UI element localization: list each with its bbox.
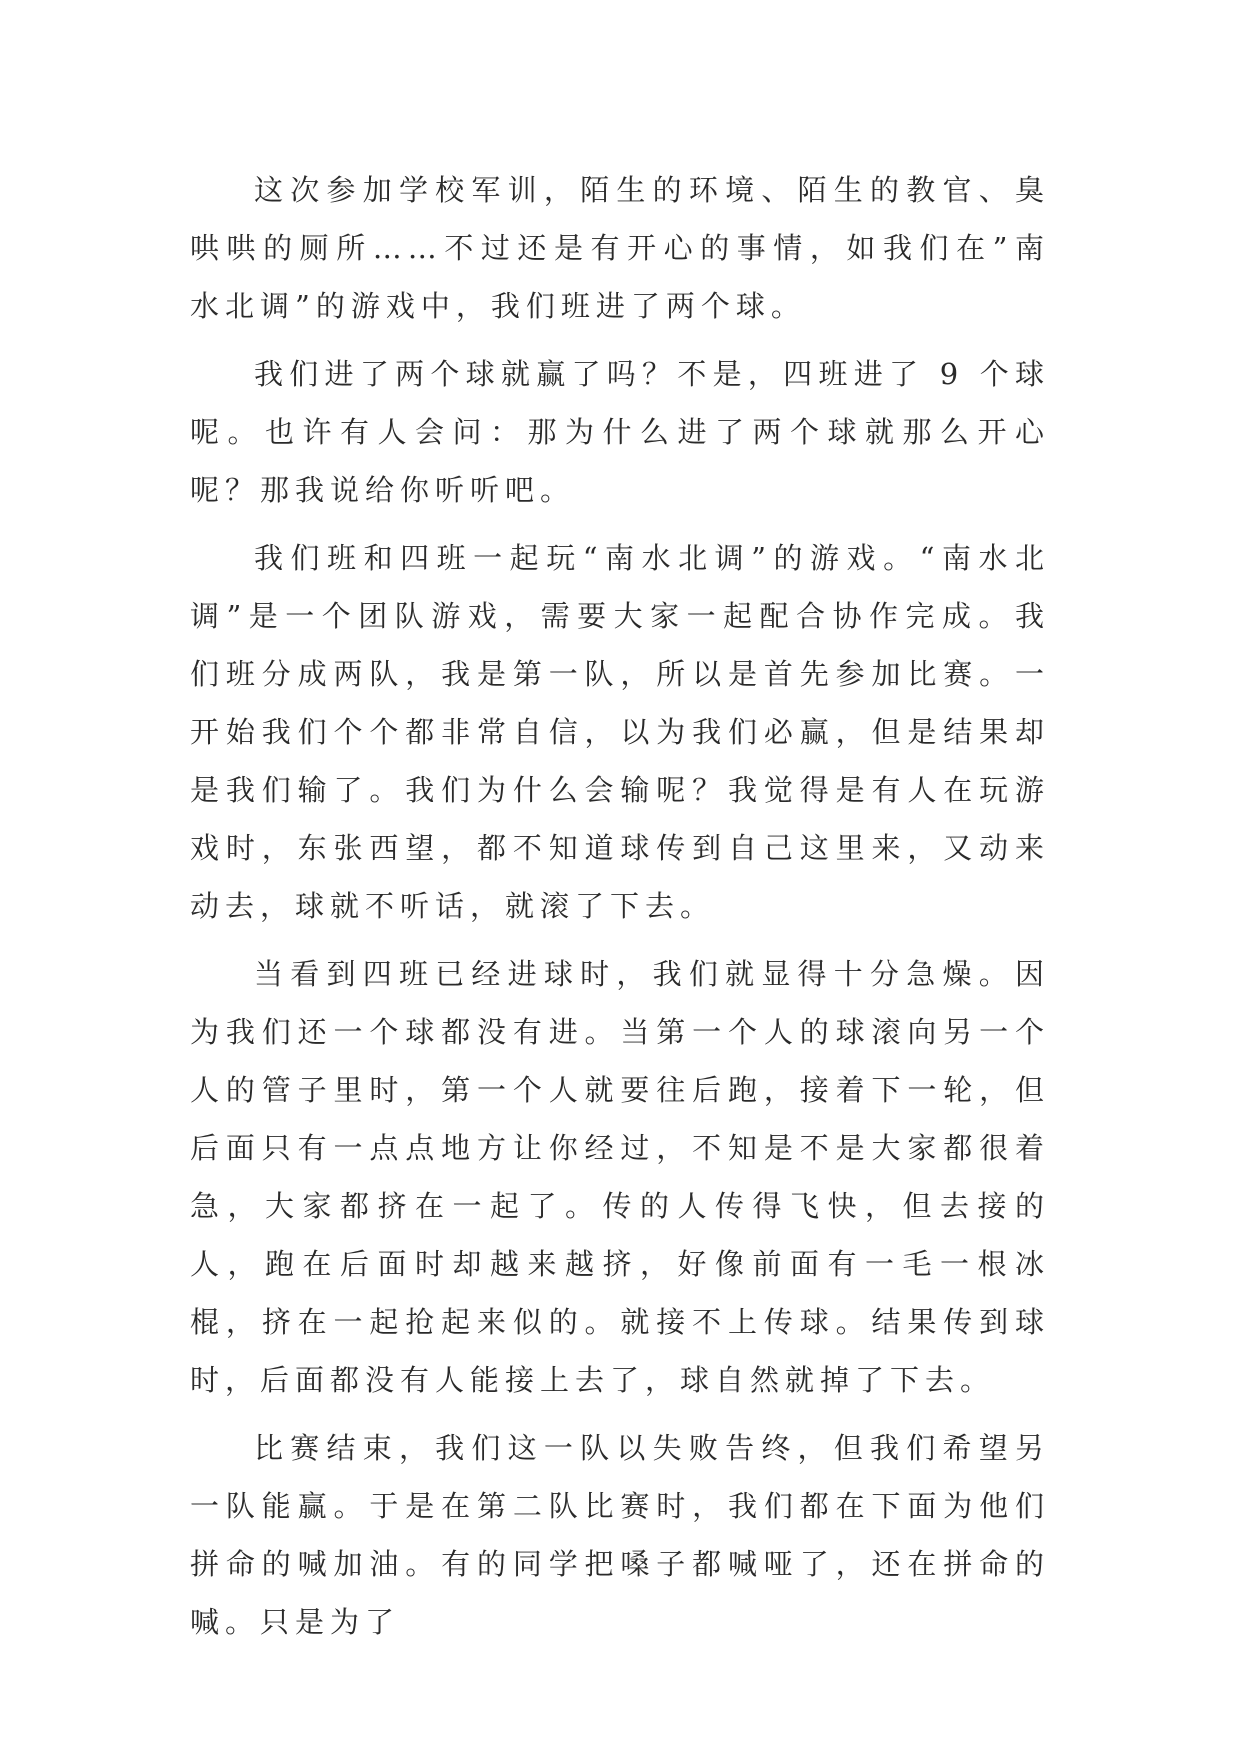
document-body xyxy=(190,161,1050,1661)
paragraph-4: 当看到四班已经进球时，我们就显得十分急燥。因为我们还一个球都没有进。当第一个人的球滚向另一个人的管子里时，第一个人就要往后跑，接着下一轮，但后面只有一点点地方让你经过，不知是不是大家都很着急，大家都挤在一起了。传的人传得飞快，但去接的人，跑在后面时却越来越挤，好像前面有一毛一根冰棍，挤在一起抢起来似的。就接不上传球。结果传到球时，后面都没有人能接上去了，球自然就掉了下去。 xyxy=(190,957,1050,1397)
paragraph-1: 这次参加学校军训，陌生的环境、陌生的教官、臭哄哄的厕所……不过还是有开心的事情，如我们在”南水北调”的游戏中，我们班进了两个球。 xyxy=(190,173,1050,323)
paragraph-3: 我们班和四班一起玩“南水北调”的游戏。“南水北调”是一个团队游戏，需要大家一起配合协作完成。我们班分成两队，我是第一队，所以是首先参加比赛。一开始我们个个都非常自信，以为我们必赢，但是结果却是我们输了。我们为什么会输呢？我觉得是有人在玩游戏时，东张西望，都不知道球传到自己这里来，又动来动去，球就不听话，就滚了下去。 xyxy=(190,541,1050,923)
paragraph-5: 比赛结束，我们这一队以失败告终，但我们希望另一队能赢。于是在第二队比赛时，我们都在下面为他们拼命的喊加油。有的同学把嗓子都喊哑了，还在拼命的喊。只是为了 xyxy=(190,1431,1050,1639)
paragraph-2: 我们进了两个球就赢了吗？不是，四班进了 9 个球呢。也许有人会问：那为什么进了两个球就那么开心呢？那我说给你听听吧。 xyxy=(190,357,1050,507)
